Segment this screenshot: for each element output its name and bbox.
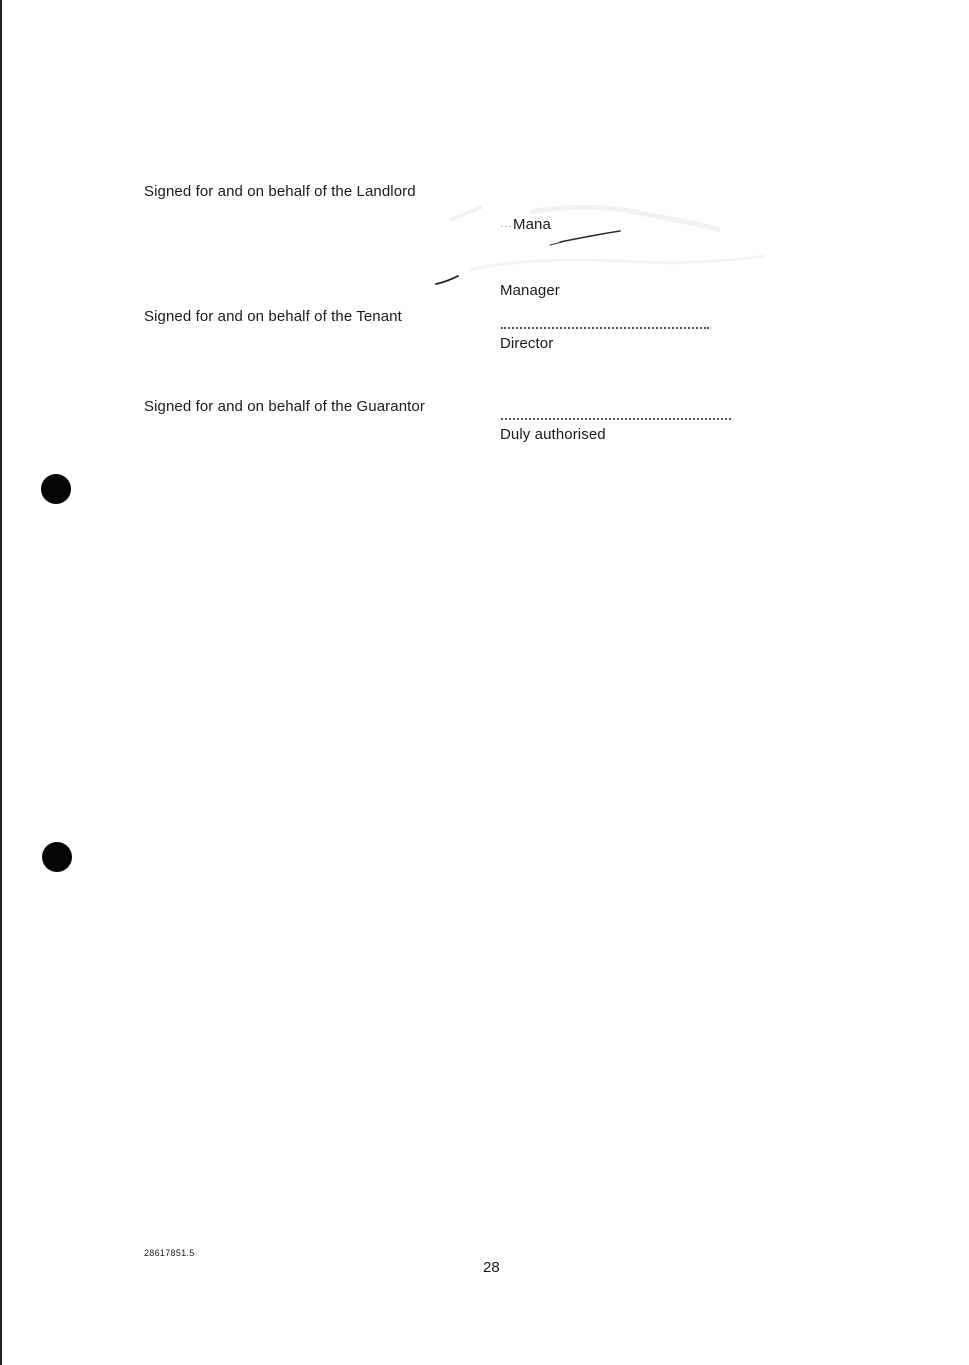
signature-dot-leader: ··· bbox=[500, 221, 513, 232]
tenant-signature-line bbox=[501, 327, 709, 329]
handwritten-signature bbox=[420, 200, 780, 310]
guarantor-signature-line bbox=[501, 418, 731, 420]
page-left-edge bbox=[0, 0, 2, 1365]
guarantor-signatory-title: Duly authorised bbox=[500, 426, 606, 443]
tenant-signing-heading: Signed for and on behalf of the Tenant bbox=[144, 308, 402, 325]
tenant-signatory-title: Director bbox=[500, 335, 554, 352]
document-reference: 28617851.5 bbox=[144, 1248, 195, 1258]
landlord-signatory-name: Mana bbox=[513, 216, 551, 233]
guarantor-signing-heading: Signed for and on behalf of the Guarantor bbox=[144, 398, 425, 415]
landlord-signing-heading: Signed for and on behalf of the Landlord bbox=[144, 183, 416, 200]
page-number: 28 bbox=[483, 1259, 500, 1276]
landlord-signatory-title: Manager bbox=[500, 282, 560, 299]
punch-hole-top bbox=[41, 474, 71, 504]
punch-hole-bottom bbox=[42, 842, 72, 872]
